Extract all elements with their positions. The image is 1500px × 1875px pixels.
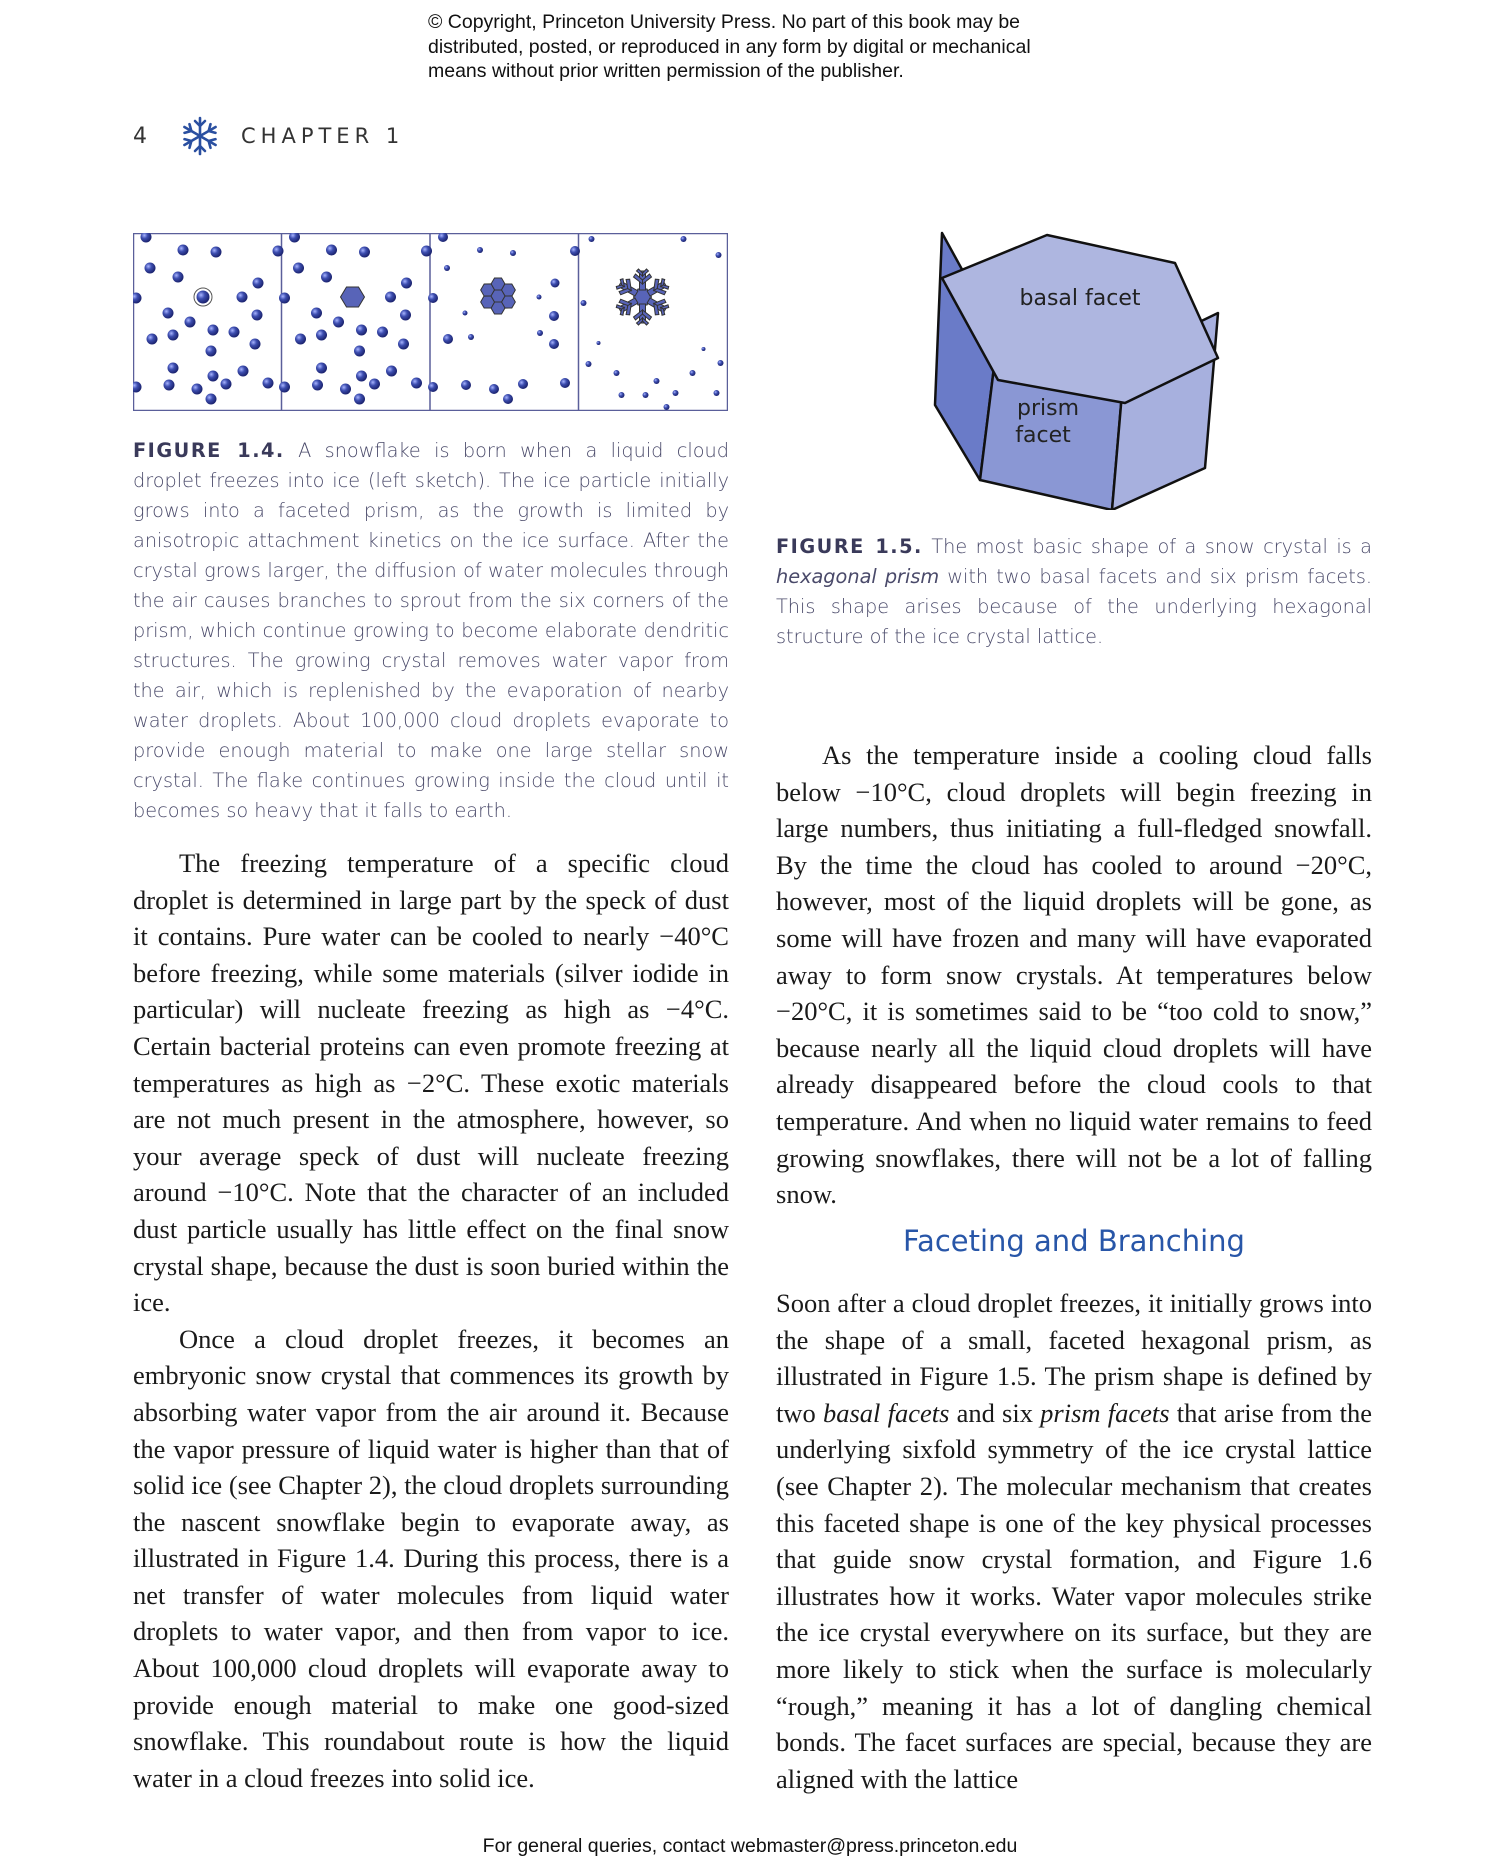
- caption-italic-term: hexagonal prism: [776, 565, 940, 588]
- body-paragraph: Once a cloud droplet freezes, it becomes an embryonic snow crystal that commences its growth by absorbing water vapor from the air around it. Because the vapor pressure of liquid water is higher than that of solid ice (see Chapter 2), the cloud droplets surrounding the nascent snowflake begin to evaporate away, as illustrated in Figure 1.4. During this process, there is a net transfer of water molecules from liquid water droplets to water vapor, and then from vapor to ice. About 100,000 cloud droplets will evaporate away to provide enough material to make one good-sized snowflake. This roundabout route is how the liquid water in a cloud freezes into solid ice.: [133, 1323, 729, 1793]
- body-paragraph: Soon after a cloud droplet freezes, it initially grows into the shape of a small, faceted hexagonal prism, as illustrated in Figure 1.5. The prism shape is defined by two basal facets and six prism facets that arise from the underlying sixfold symmetry of the ice crystal lattice (see Chapter 2). The molecular mechanism that creates this faceted shape is one of the key physical processes that guide snow crystal formation, and Figure 1.6 illustrates how it works. Water vapor molecules strike the ice crystal everywhere on its surface, but they are more likely to stick when the surface is molecularly “rough,” meaning it has a lot of dangling chemical bonds. The facet surfaces are special, because they are aligned with the lattice: [776, 1288, 1372, 1794]
- italic-term: basal facets: [822, 1397, 950, 1428]
- caption-text: The most basic shape of a snow crystal is a: [922, 535, 1372, 558]
- prism-facet-label-1: prism: [1016, 396, 1080, 421]
- caption-text: A snowflake is born when a liquid cloud droplet freezes into ice (left sketch). The ice particle initially grows into a faceted prism, as the growth is limited by anisotropic attachment kinetics on the ice surface. After the crystal grows larger, the diffusion of water molecules through the air causes branches to sprout from the six corners of the prism, which continue growing to become elaborate dendritic structures. The growing crystal removes water vapor from the air, which is replenished by the evaporation of nearby water droplets. About 100,000 cloud droplets evaporate to provide enough material to make one large stellar snow crystal. The flake continues growing inside the cloud until it becomes so heavy that it falls to earth.: [133, 439, 729, 822]
- right-column-body-bottom: [776, 1285, 1372, 1797]
- copyright-line: © Copyright, Princeton University Press. No part of this book may be: [428, 11, 1021, 33]
- left-column-body: [133, 845, 729, 1796]
- body-paragraph: As the temperature inside a cooling cloud falls below −10°C, cloud droplets will begin freezing in large numbers, thus initiating a full-fledged snowfall. By the time the cloud has cooled to around −20°C, however, most of the liquid droplets will be gone, as some will have frozen and many will have evaporated away to form snow crystals. At temperatures below −20°C, it is sometimes said to be “too cold to snow,” because nearly all the liquid cloud droplets will have already disappeared before the cloud cools to that temperature. And when no liquid water remains to feed growing snowflakes, there will not be a lot of falling snow.: [776, 740, 1372, 1210]
- page-number: 4: [133, 123, 147, 149]
- snowflake-icon: [179, 115, 221, 157]
- prism-facet-label-2: facet: [1015, 423, 1071, 448]
- figure-label: FIGURE 1.5.: [776, 535, 923, 558]
- section-heading: Faceting and Branching: [903, 1224, 1245, 1258]
- copyright-line: means without prior written permission of the publisher.: [428, 60, 904, 82]
- body-paragraph: The freezing temperature of a specific cloud droplet is determined in large part by the speck of dust it contains. Pure water can be cooled to nearly −40°C before freezing, while some materials (silver iodide in particular) will nucleate freezing as high as −4°C. Certain bacterial proteins can even promote freezing at temperatures as high as −2°C. These exotic materials are not much present in the atmosphere, however, so your average speck of dust will nucleate freezing around −10°C. Note that the character of an included dust particle usually has little effect on the final snow crystal shape, because the dust is soon buried within the ice.: [133, 848, 729, 1318]
- caption-text: with two basal facets and six prism facets. This shape arises because of the underlying hexagonal structure of the ice crystal lattice.: [776, 565, 1373, 648]
- figure-1-4-illustration: [133, 233, 728, 411]
- basal-facet-label: basal facet: [1019, 286, 1141, 311]
- figure-1-4-caption: [133, 436, 729, 826]
- copyright-notice: [428, 10, 1128, 84]
- figure-1-5-caption: [776, 532, 1372, 652]
- copyright-line: distributed, posted, or reproduced in any form by digital or mechanical: [428, 35, 1031, 58]
- figure-1-5-hexagonal-prism: [930, 230, 1222, 510]
- right-column-body-top: [776, 737, 1372, 1213]
- chapter-label: CHAPTER 1: [241, 124, 405, 148]
- footer-contact: For general queries, contact webmaster@press.princeton.edu: [482, 1835, 1018, 1857]
- figure-label: FIGURE 1.4.: [133, 439, 285, 462]
- running-head: [133, 116, 404, 156]
- italic-term: prism facets: [1040, 1397, 1170, 1428]
